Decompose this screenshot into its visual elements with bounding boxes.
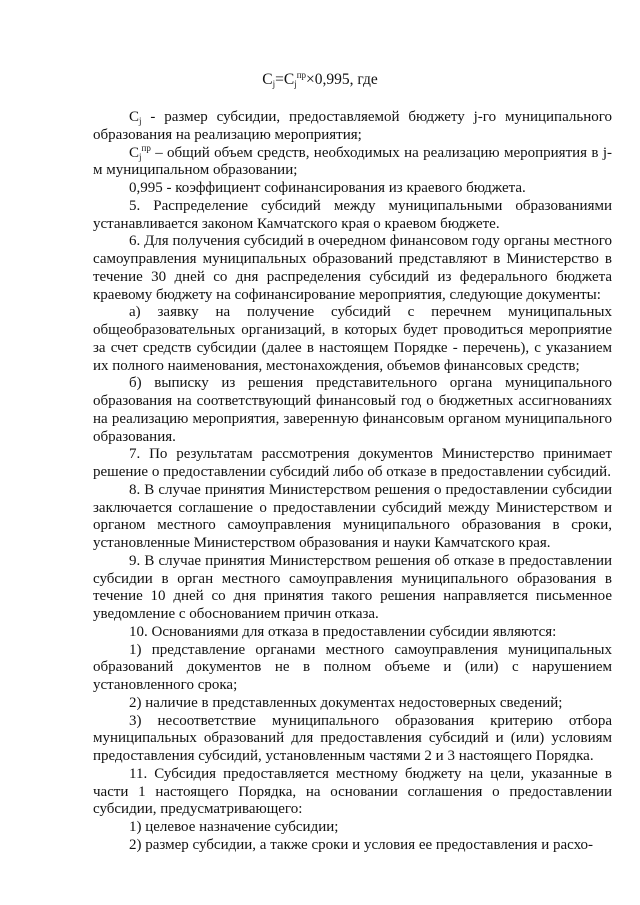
document-paragraph: 9. В случае принятия Министерством решения об отказе в предоставлении субсидии в орган местного самоуправления муниципального образования в течение 10 дней со дня принятия такого решения направляется письменное уведомление с обоснованием причин отказа. [93,552,612,622]
formula-definitions [93,109,612,198]
formula-rhs-superscript: пр [296,70,307,80]
document-paragraph: 3) несоответствие муниципального образования критерию отбора муниципальных образований для предоставления субсидий и (или) условиям предоставления субсидий, установленным частями 2 и 3 настоящего Порядка. [93,712,612,764]
subsidy-formula [0,70,640,90]
document-paragraphs [93,198,612,855]
document-paragraph: 2) наличие в представленных документах недостоверных сведений; [129,694,563,711]
definition-item [93,109,612,145]
formula-lhs-symbol: C [262,71,273,88]
definition-symbol: C [129,144,140,161]
document-paragraph: 7. По результатам рассмотрения документов Министерство принимает решение о предоставлении субсидий либо об отказе в предоставлении субсидий. [93,446,612,480]
definition-text: – общий объем средств, необходимых на реализацию мероприятия в j-м муниципальном образовании; [93,144,612,179]
definition-superscript: пр [141,142,151,153]
formula-rhs-subscript: j [294,79,297,89]
definition-subscript: j [139,151,142,162]
definition-subscript: j [139,116,142,126]
definition-text: - размер субсидии, предоставляемой бюджету j-го муниципального образования на реализацию мероприятия; [93,109,612,143]
document-paragraph: а) заявку на получение субсидий с перечнем муниципальных общеобразовательных организаций, в которых будет проводиться мероприятие за счет средств субсидии (далее в настоящем Порядке - перечень), с указанием их полного наименования, местонахождения, объемов финансовых средств; [93,304,612,374]
definition-symbol: C [129,109,140,125]
definition-text: 0,995 - коэффициент софинансирования из краевого бюджета. [129,180,526,196]
document-paragraph: 2) размер субсидии, а также сроки и условия ее предоставления и расхо- [129,836,594,853]
document-paragraph: б) выписку из решения представительного органа муниципального образования на соответствующий финансовый год о бюджетных ассигнованиях на реализацию мероприятия, заверенную финансовым органом муниципального образования. [93,375,612,445]
document-paragraph: 10. Основаниями для отказа в предоставлении субсидии являются: [129,623,557,640]
document-paragraph: 6. Для получения субсидий в очередном финансовом году органы местного самоуправления муниципальных образований представляют в Министерство в течение 30 дней со дня распределения субсидий из федерального бюджета краевому бюджету на софинансирование мероприятия, следующие документы: [93,233,612,303]
formula-equals: =C [275,71,295,88]
definition-item [93,180,612,198]
definition-item [93,142,612,181]
formula-lhs-subscript: j [272,79,276,89]
document-paragraph: 1) целевое назначение субсидии; [129,819,339,835]
document-body [93,109,612,855]
formula-rest: ×0,995, где [306,71,378,88]
document-paragraph: 5. Распределение субсидий между муниципальными образованиями устанавливается законом Камчатского края о краевом бюджете. [93,197,612,232]
document-paragraph: 1) представление органами местного самоуправления муниципальных образований документов не в полном объеме и (или) с нарушением установленного срока; [93,641,612,693]
document-paragraph: 8. В случае принятия Министерством решения о предоставлении субсидии заключается соглашение о предоставлении субсидий между Министерством и органом местного самоуправления муниципального образования в сроки, установленные Министерством образования и науки Камчатского края. [93,481,612,551]
document-paragraph: 11. Субсидия предоставляется местному бюджету на цели, указанные в части 1 настоящего Порядка, на основании соглашения о предоставлении субсидии, предусматривающего: [93,765,612,818]
